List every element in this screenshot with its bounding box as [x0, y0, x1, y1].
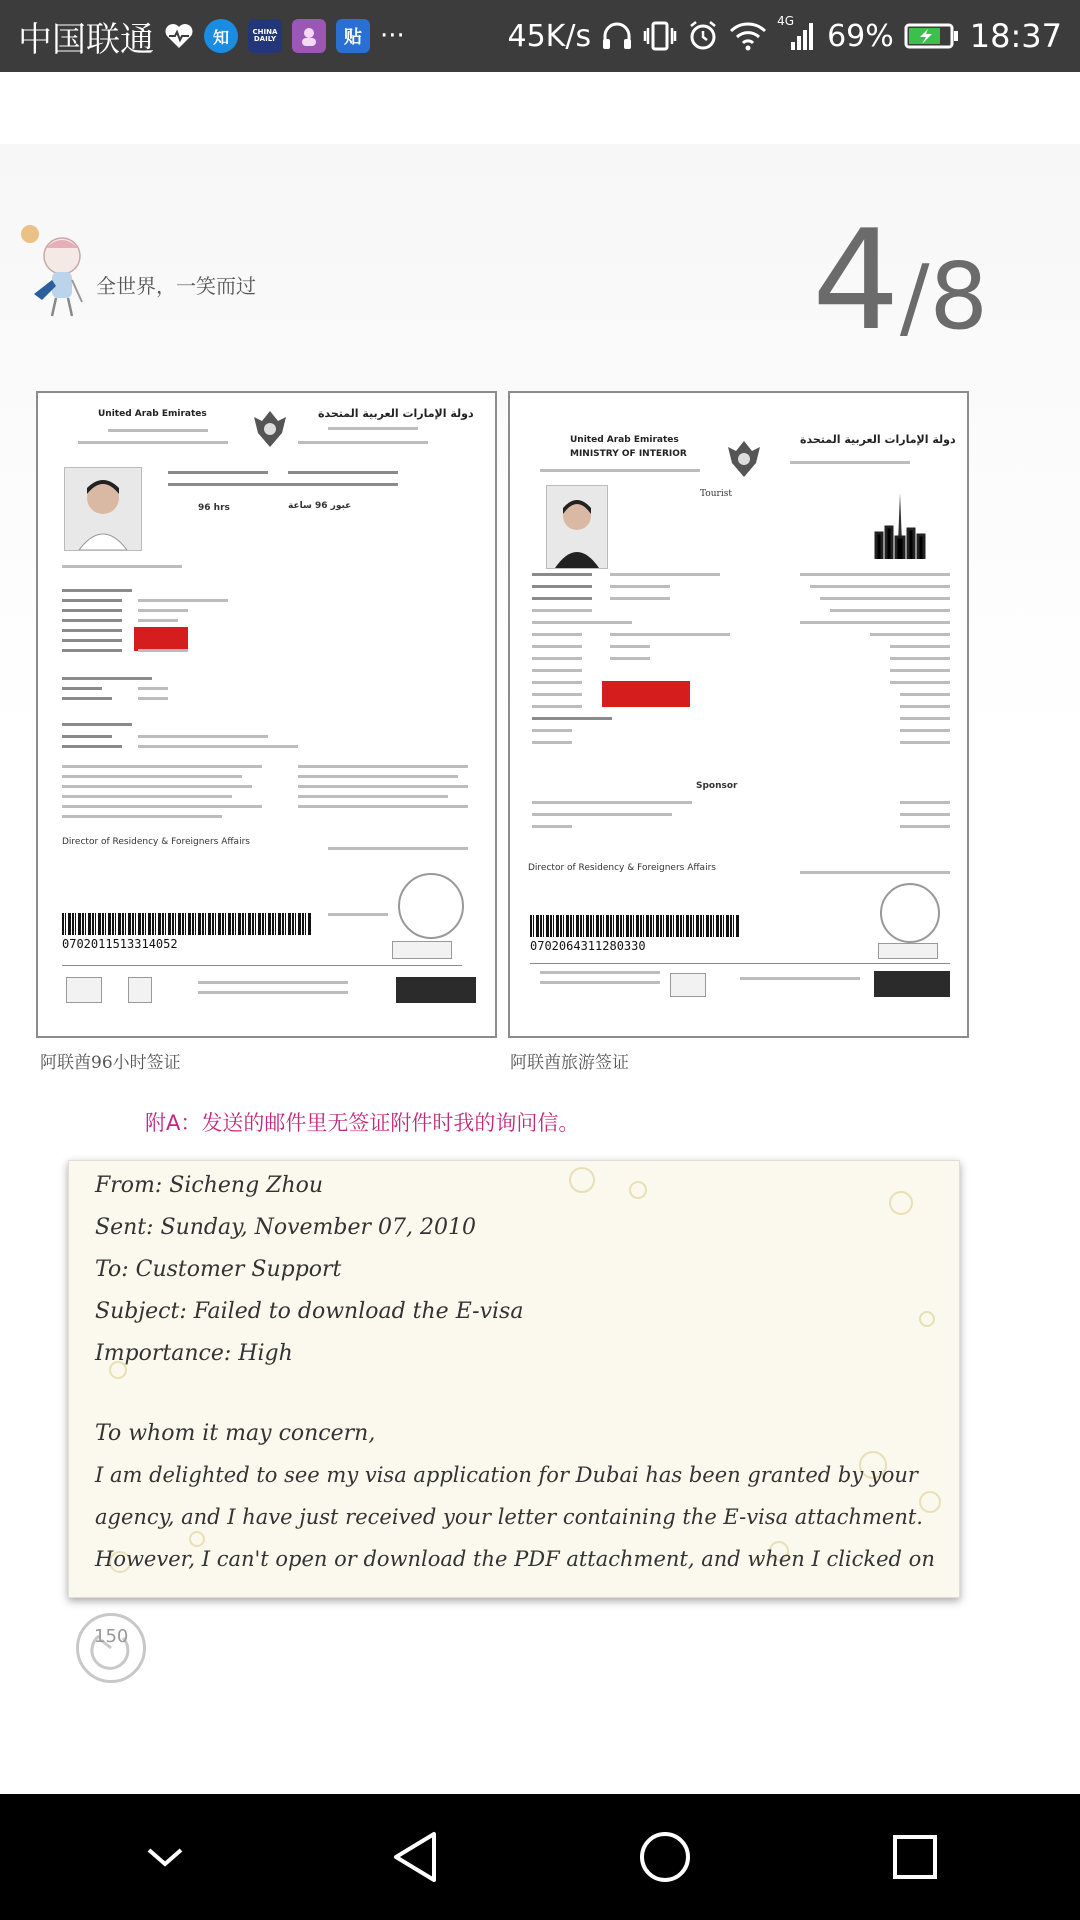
official-seal: [398, 873, 464, 939]
back-button[interactable]: [370, 1812, 460, 1902]
history-count: 150: [94, 1626, 129, 1647]
duration-en: 96 hrs: [198, 503, 230, 513]
wifi-icon: [729, 21, 767, 51]
visa-barcode: [62, 913, 312, 935]
battery-charging-icon: [904, 21, 960, 51]
heart-pulse-icon: [164, 22, 194, 50]
headphones-icon: [601, 21, 633, 51]
uae-emblem-icon: [248, 407, 292, 451]
burj-illustration: [872, 493, 928, 563]
visa-barcode: [530, 915, 740, 937]
header-slogan: 全世界，一笑而过: [96, 274, 256, 298]
email-letter-card[interactable]: [68, 1160, 960, 1598]
redacted-passport-number: [134, 627, 188, 651]
caption-tourist-visa: 阿联酋旅游签证: [510, 1053, 629, 1073]
recents-button[interactable]: [870, 1812, 960, 1902]
redacted-passport-number: [602, 681, 690, 707]
visa-subheader-en: MINISTRY OF INTERIOR: [570, 449, 687, 459]
uae-emblem-icon: [722, 437, 766, 481]
total-pages: 8: [929, 243, 989, 350]
passport-photo: [546, 485, 608, 569]
battery-percent: 69%: [827, 18, 894, 54]
status-right: [507, 14, 1063, 55]
passport-photo: [64, 467, 142, 551]
appendix-note: 附A：发送的邮件里无签证附件时我的询问信。: [145, 1111, 580, 1135]
amer-logo: [874, 971, 950, 997]
cell-signal-icon: [777, 14, 817, 52]
mascot-illustration: [12, 220, 102, 320]
email-body-line: However, I can't open or download the PDF attachment, and when I clicked on: [95, 1547, 935, 1571]
chevron-down-icon: [143, 1842, 187, 1872]
visa-document-96hr[interactable]: [36, 391, 497, 1038]
duration-ar: عبور 96 ساعة: [288, 501, 352, 511]
status-left: [18, 12, 405, 61]
director-label: Director of Residency & Foreigners Affairs: [62, 837, 250, 847]
visa-header-ar: دولة الإمارات العربية المتحدة: [800, 433, 956, 446]
vibrate-icon: [643, 20, 677, 52]
home-button[interactable]: [620, 1812, 710, 1902]
visa-header-en: United Arab Emirates: [98, 409, 207, 419]
page-separator: /: [899, 246, 930, 349]
footer-logo-left: [66, 977, 102, 1003]
home-icon: [638, 1830, 692, 1884]
email-subject: Subject: Failed to download the E-visa: [95, 1299, 524, 1324]
china-daily-icon: CHINA DAILY: [248, 19, 282, 53]
visa-header-en: United Arab Emirates: [570, 435, 679, 445]
status-bar: [0, 0, 1080, 72]
alarm-icon: [687, 20, 719, 52]
hide-nav-button[interactable]: [120, 1812, 210, 1902]
barcode-number: 0702064311280330: [530, 939, 646, 953]
visa-type: Tourist: [700, 489, 732, 499]
zhihu-icon: 知: [204, 19, 238, 53]
email-from: From: Sicheng Zhou: [95, 1173, 324, 1198]
network-type: 4G: [777, 14, 795, 28]
official-seal: [880, 883, 940, 943]
email-greeting: To whom it may concern,: [95, 1421, 376, 1446]
email-body-line: I am delighted to see my visa application for Dubai has been granted by your: [95, 1463, 918, 1487]
current-page: 4: [812, 200, 900, 361]
caption-96hr-visa: 阿联酋96小时签证: [40, 1053, 181, 1073]
email-to: To: Customer Support: [95, 1257, 342, 1282]
amer-logo: [396, 977, 476, 1003]
page-counter: [812, 200, 989, 361]
net-speed: 45K/s: [507, 18, 592, 54]
visa-header-ar: دولة الإمارات العربية المتحدة: [318, 407, 474, 420]
recents-icon: [891, 1833, 939, 1881]
visa-document-tourist[interactable]: [508, 391, 969, 1038]
app-icon: [292, 19, 326, 53]
director-label: Director of Residency & Foreigners Affairs: [528, 863, 716, 873]
barcode-number: 0702011513314052: [62, 937, 178, 951]
email-importance: Importance: High: [95, 1341, 293, 1366]
email-sent: Sent: Sunday, November 07, 2010: [95, 1215, 476, 1240]
carrier-label: 中国联通: [18, 19, 154, 60]
sponsor-label: Sponsor: [696, 781, 738, 791]
back-icon: [390, 1830, 440, 1884]
navigation-bar: [0, 1794, 1080, 1920]
clock-time: 18:37: [969, 17, 1062, 55]
more-notifications: ···: [380, 21, 405, 51]
history-button[interactable]: [76, 1613, 146, 1683]
email-body-line: agency, and I have just received your letter containing the E-visa attachment.: [95, 1505, 923, 1529]
tieba-icon: 贴: [336, 19, 370, 53]
